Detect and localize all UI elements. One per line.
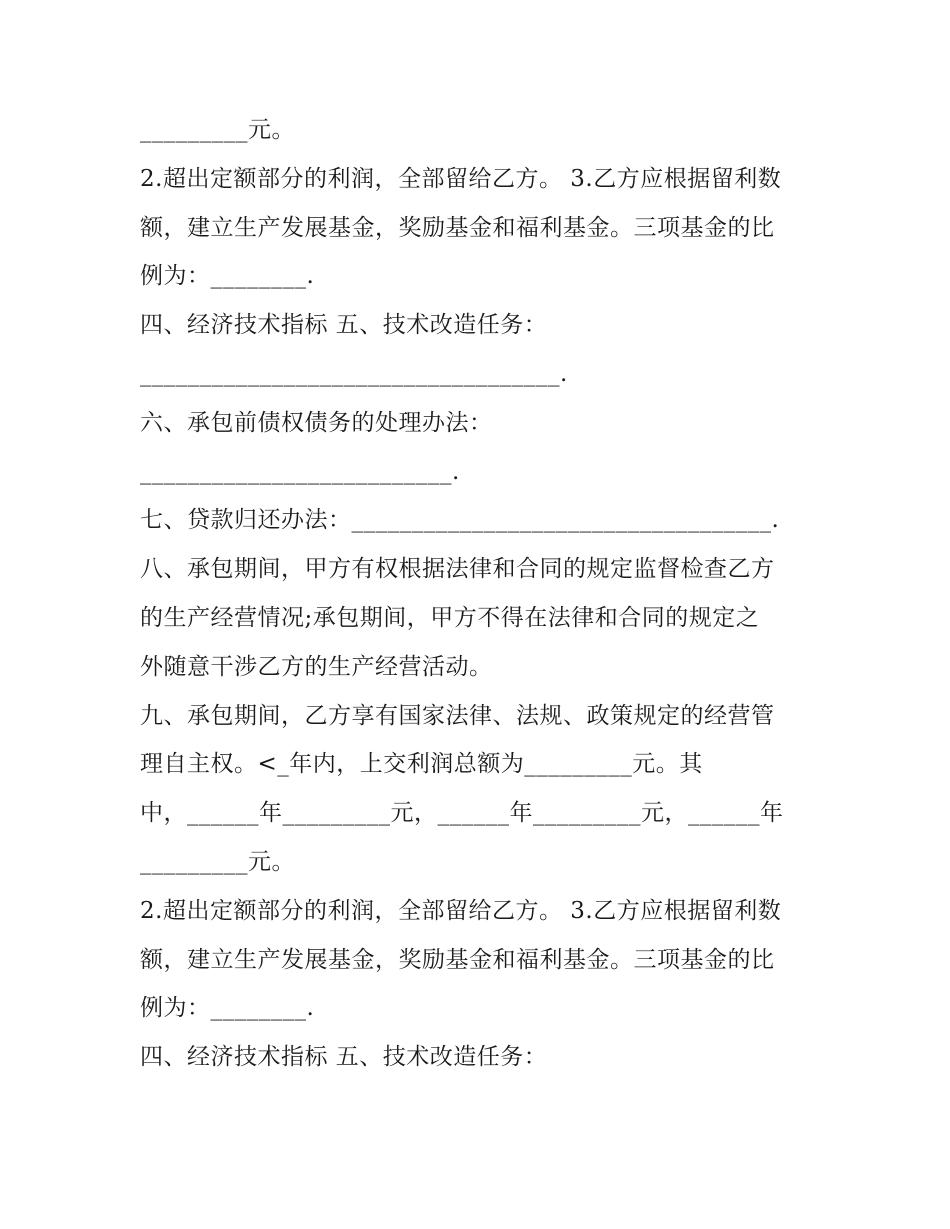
text-line: 七、贷款归还办法：___________________________________. [140, 507, 780, 534]
text-line: __________________________. [140, 458, 460, 485]
text-line: 四、经济技术指标 五、技术改造任务： [140, 312, 548, 339]
text-line: 额，建立生产发展基金，奖励基金和福利基金。三项基金的比 [140, 214, 775, 241]
text-line: 的生产经营情况;承包期间，甲方不得在法律和合同的规定之 [140, 604, 760, 631]
text-line: 六、承包前债权债务的处理办法： [140, 409, 493, 436]
text-line: 外随意干涉乙方的生产经营活动。 [140, 653, 493, 680]
text-line: _________元。 [140, 117, 295, 143]
text-line: 中，______年_________元，______年_________元，______年 [140, 800, 784, 827]
text-line: 八、承包期间，甲方有权根据法律和合同的规定监督检查乙方 [140, 556, 775, 583]
text-line: 例为：________. [140, 263, 315, 290]
text-line: 2.超出定额部分的利润，全部留给乙方。 3.乙方应根据留利数 [140, 897, 782, 924]
text-line: 理自主权。<_年内，上交利润总额为_________元。其 [140, 751, 703, 778]
text-line: 例为：________. [140, 995, 315, 1022]
text-line: 九、承包期间，乙方享有国家法律、法规、政策规定的经营管 [140, 702, 775, 729]
text-line: ___________________________________. [140, 360, 568, 387]
text-line: 2.超出定额部分的利润，全部留给乙方。 3.乙方应根据留利数 [140, 165, 782, 192]
text-line: 额，建立生产发展基金，奖励基金和福利基金。三项基金的比 [140, 946, 775, 973]
text-line: _________元。 [140, 848, 295, 875]
text-line: 四、经济技术指标 五、技术改造任务： [140, 1044, 548, 1071]
document-body [140, 106, 830, 1082]
